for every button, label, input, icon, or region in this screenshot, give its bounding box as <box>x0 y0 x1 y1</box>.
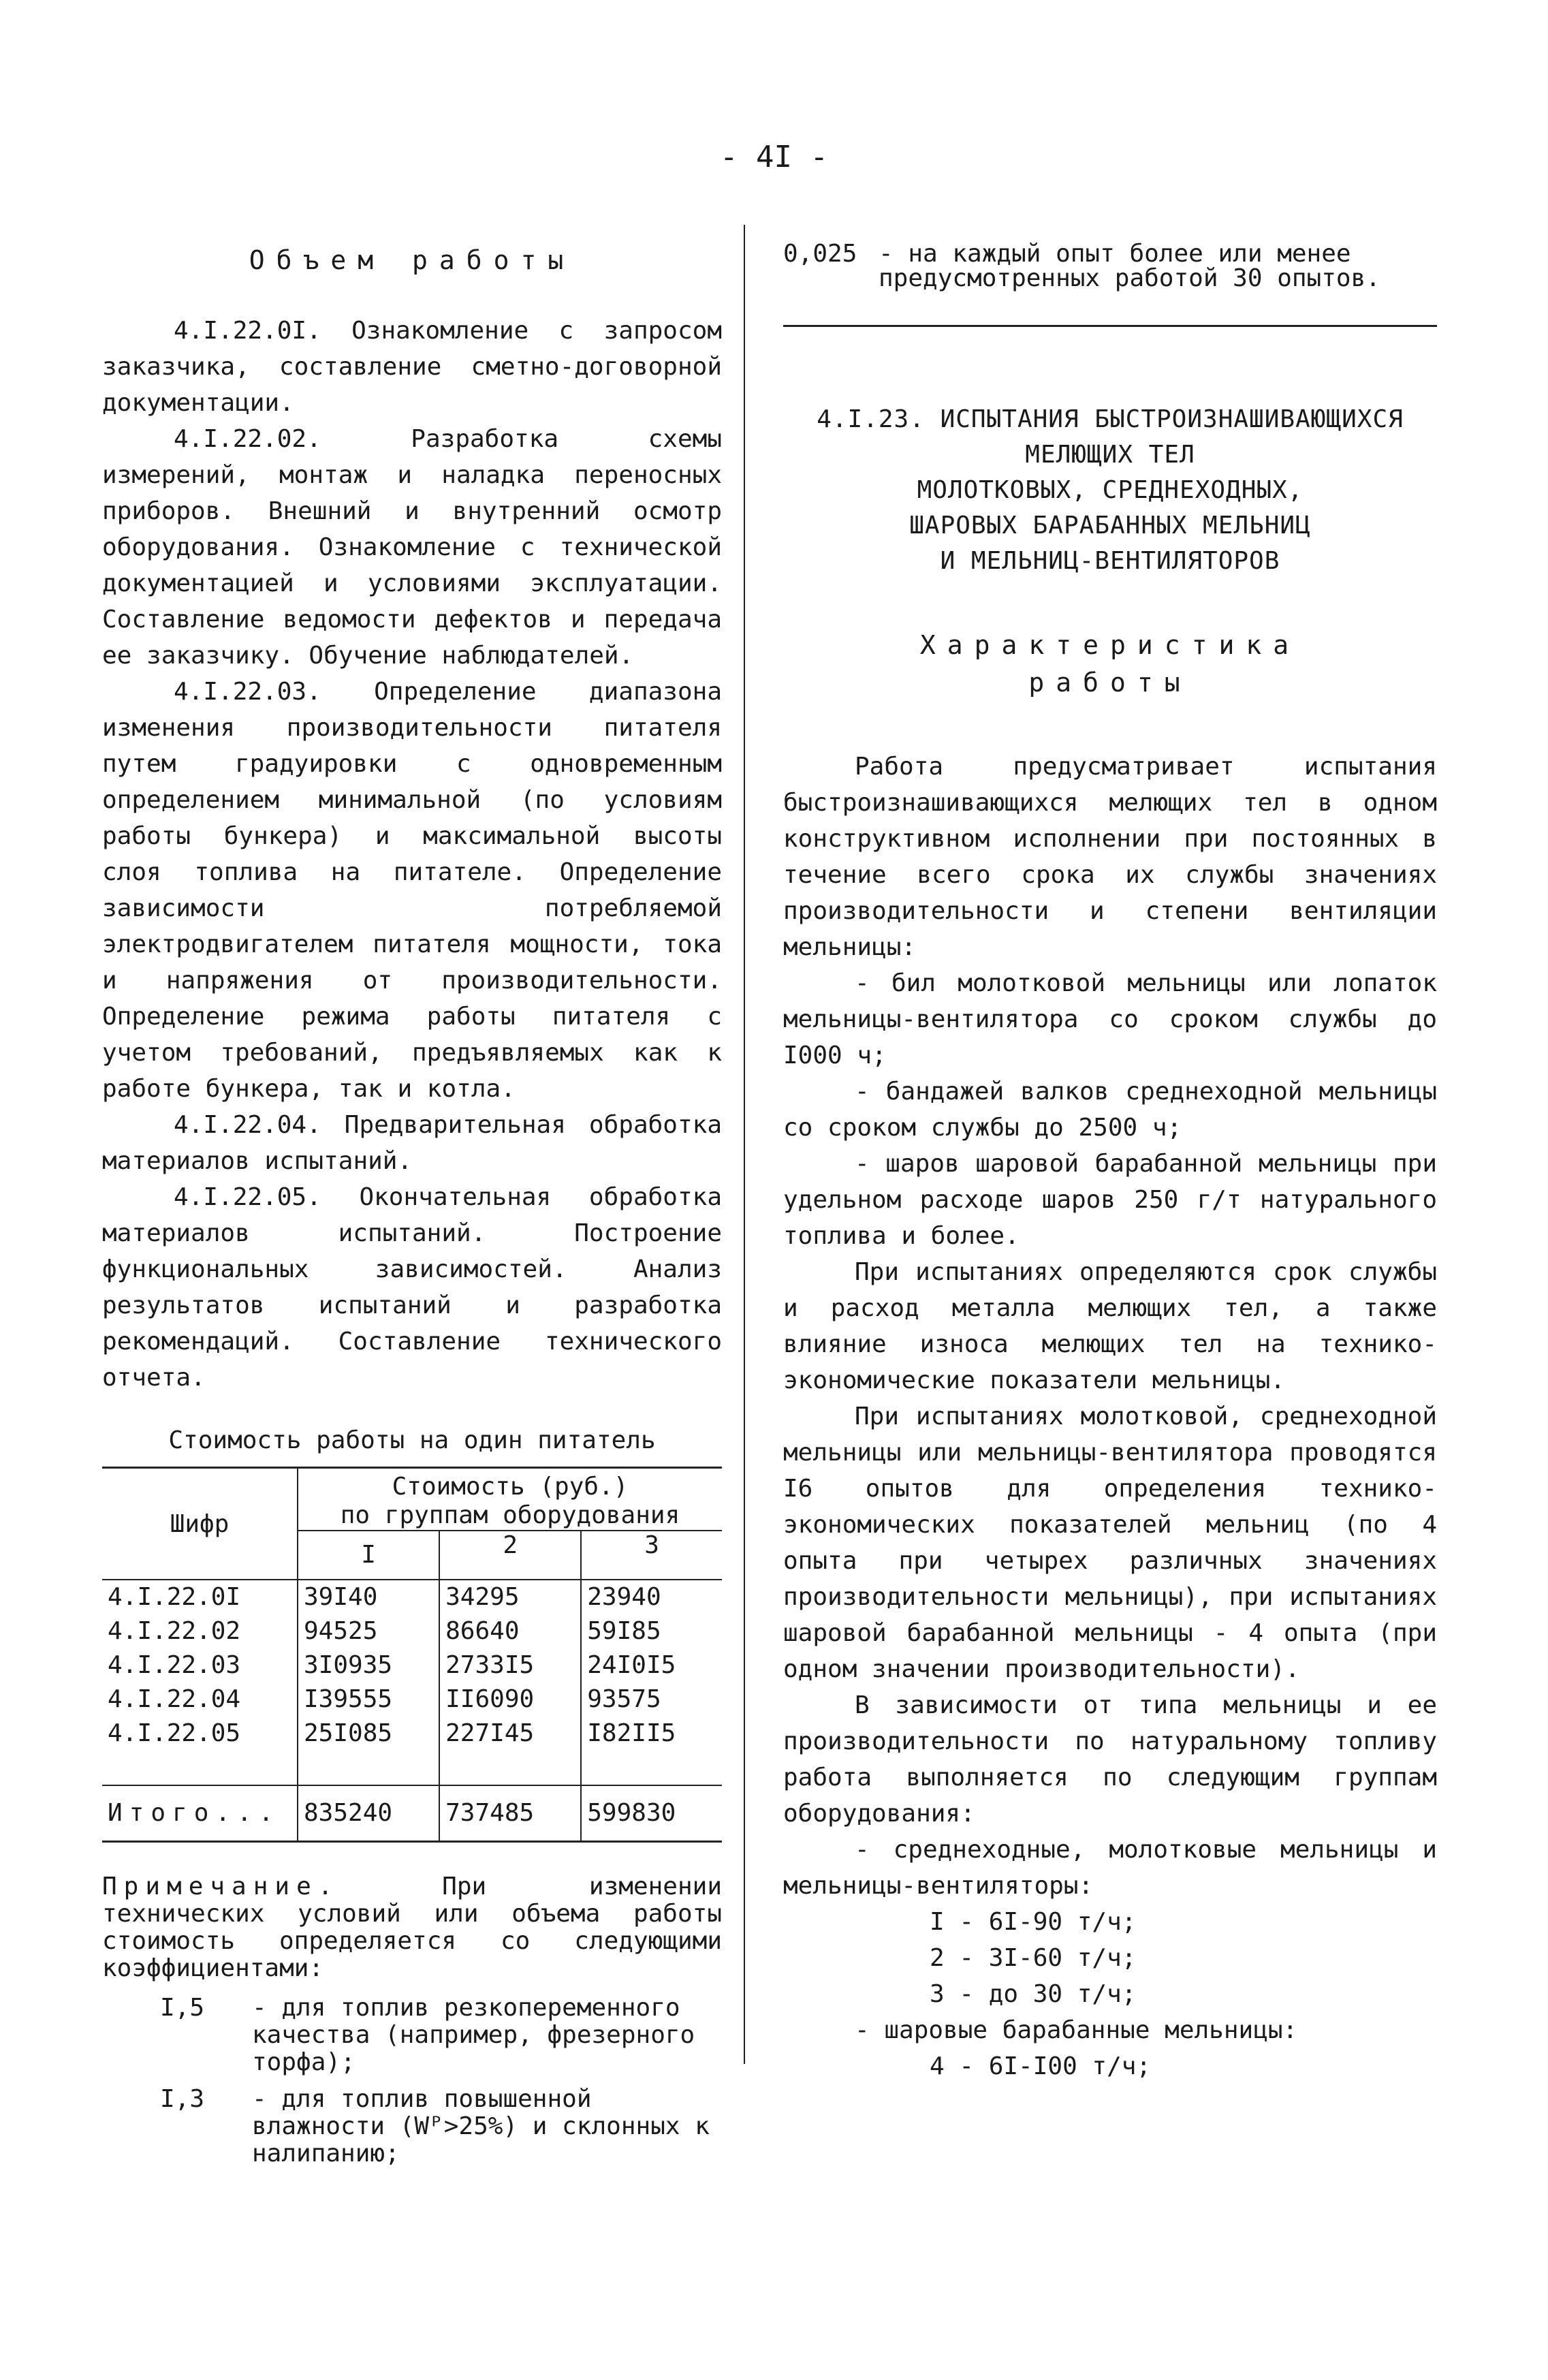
cell-value: 2733I5 <box>439 1648 581 1682</box>
cell-value: 59I85 <box>587 1617 661 1645</box>
paragraph: 4.I.22.03. Определение диапазона изменения производительности питателя путем градуировки с одновременным определением минимальной (по условиям работы бункера) и максимальной высоты слоя топлива на питателе. Определение зависимости потребляемой электродвигателем питателя мощности, тока и напряжения от производительности. Определение режима работы питателя с учетом требований, предъявляемых как к работе бункера, так и котла. <box>102 678 722 1103</box>
table-caption: Стоимость работы на один питатель <box>168 1426 656 1454</box>
page-number: - 4I - <box>720 140 828 174</box>
section-title-line: 4.I.23. ИСПЫТАНИЯ БЫСТРОИЗНАШИВАЮЩИХСЯ <box>817 405 1404 433</box>
paragraph: - бандажей валков среднеходной мельницы со сроком службы до 2500 ч; <box>783 1078 1437 1142</box>
cost-table <box>102 1467 722 1843</box>
paragraph: В зависимости от типа мельницы и ее производительности по натуральному топливу работа выполняется по следующим группам оборудования: <box>783 1691 1437 1828</box>
total-label: Итого... <box>102 1785 298 1842</box>
col-cost-subtitle: по группам оборудования <box>340 1501 680 1529</box>
table-row <box>102 1614 722 1648</box>
group-header: 3 <box>581 1531 722 1580</box>
cell-value: 227I45 <box>439 1717 581 1785</box>
paragraph: При испытаниях определяются срок службы и расход металла мелющих тел, а также влияние износа мелющих тел на технико-экономические показатели мельницы. <box>783 1258 1437 1394</box>
cell-value: I39555 <box>298 1682 439 1717</box>
group-header: 2 <box>439 1531 581 1580</box>
coefficient-row <box>102 2086 722 2167</box>
coefficient-text: - для топлив повышенной влажности (Wᴾ>25%) и склонных к налипанию; <box>252 2085 710 2167</box>
cell-value: 23940 <box>587 1583 661 1611</box>
table-row <box>102 1648 722 1682</box>
section-title-line: И МЕЛЬНИЦ-ВЕНТИЛЯТОРОВ <box>940 547 1280 575</box>
cell-value: I82II5 <box>581 1717 722 1785</box>
col-cost-title: Стоимость (руб.) <box>392 1473 629 1501</box>
row-code: 4.I.22.0I <box>102 1580 298 1614</box>
row-code: 4.I.22.03 <box>102 1648 298 1682</box>
paragraph: - среднеходные, молотковые мельницы и мельницы-вентиляторы: <box>783 1836 1437 1900</box>
cell-value: 93575 <box>587 1685 661 1713</box>
horizontal-rule <box>783 325 1437 327</box>
cell-value: 94525 <box>298 1614 439 1648</box>
paragraph: 4.I.22.0I. Ознакомление с запросом заказчика, составление сметно-договорной документации. <box>102 317 722 417</box>
characteristics-heading: Характеристика <box>919 630 1301 660</box>
section-title-line: МЕЛЮЩИХ ТЕЛ <box>1025 441 1195 469</box>
group-level: I - 6I-90 т/ч; <box>930 1908 1137 1936</box>
left-column <box>102 225 722 2167</box>
coefficient-row <box>102 1994 722 2076</box>
coefficient-text: - для топлив резкопеременного качества (например, фрезерного торфа); <box>252 1994 695 2076</box>
characteristics-subheading: работы <box>1028 668 1192 698</box>
total-value: 599830 <box>587 1799 676 1827</box>
group-header: I <box>298 1531 439 1580</box>
table-row <box>102 1717 722 1785</box>
group-level: 2 - 3I-60 т/ч; <box>930 1944 1137 1972</box>
paragraph: - шаров шаровой барабанной мельницы при удельном расходе шаров 250 г/т натурального топлива и более. <box>783 1150 1437 1250</box>
note-text: При изменении технических условий или объема работы стоимость определяется со следующими коэффициентами: <box>102 1873 722 1982</box>
cell-value: 24I0I5 <box>587 1651 676 1679</box>
cell-value: II6090 <box>439 1682 581 1717</box>
paragraph: Работа предусматривает испытания быстроизнашивающихся мелющих тел в одном конструктивном исполнении при постоянных в течение всего срока их службы значениях производительности и степени вентиляции мельницы: <box>783 753 1437 961</box>
cell-value: 39I40 <box>298 1580 439 1614</box>
row-code: 4.I.22.05 <box>102 1717 298 1785</box>
col-cost-header <box>298 1468 722 1531</box>
table-row <box>102 1682 722 1717</box>
cell-value: 25I085 <box>298 1717 439 1785</box>
total-row <box>102 1785 722 1842</box>
row-code: 4.I.22.04 <box>102 1682 298 1717</box>
paragraph: - шаровые барабанные мельницы: <box>855 2016 1298 2044</box>
section-title <box>783 402 1437 579</box>
paragraph: - бил молотковой мельницы или лопаток мельницы-вентилятора со сроком службы до I000 ч; <box>783 969 1437 1069</box>
paragraph: 4.I.22.05. Окончательная обработка материалов испытаний. Построение функциональных зависимостей. Анализ результатов испытаний и разработка рекомендаций. Составление технического отчета. <box>102 1183 722 1392</box>
section-title-line: ШАРОВЫХ БАРАБАННЫХ МЕЛЬНИЦ <box>909 512 1311 539</box>
row-code: 4.I.22.02 <box>102 1614 298 1648</box>
right-column <box>783 225 1437 2084</box>
cell-value: 86640 <box>439 1614 581 1648</box>
note-label: Примечание. <box>102 1873 340 1900</box>
cell-value: 34295 <box>439 1580 581 1614</box>
group-level: 3 - до 30 т/ч; <box>930 1980 1137 2008</box>
paragraph: 4.I.22.02. Разработка схемы измерений, монтаж и наладка переносных приборов. Внешний и внутренний осмотр оборудования. Ознакомление с технической документацией и условиями эксплуатации. Составление ведомости дефектов и передача ее заказчику. Обучение наблюдателей. <box>102 425 722 670</box>
total-value: 835240 <box>298 1785 439 1842</box>
paragraph: При испытаниях молотковой, среднеходной мельницы или мельницы-вентилятора проводятся I6 опытов для определения технико-экономических показателей мельниц (по 4 опыта при четырех различных значениях производительности мельницы), при испытаниях шаровой барабанной мельницы - 4 опыта (при одном значении производительности). <box>783 1403 1437 1683</box>
coefficient-text: - на каждый опыт более или менее предусмотренных работой 30 опытов. <box>879 240 1380 292</box>
total-value: 737485 <box>439 1785 581 1842</box>
scope-heading: Объем работы <box>249 245 575 275</box>
col-code-header: Шифр <box>102 1468 298 1580</box>
cell-value: 3I0935 <box>298 1648 439 1682</box>
note <box>102 1873 722 1982</box>
coefficient-row <box>783 242 1437 291</box>
coefficient-value: I,5 <box>160 1994 205 2022</box>
section-title-line: МОЛОТКОВЫХ, СРЕДНЕХОДНЫХ, <box>917 476 1304 504</box>
coefficient-value: 0,025 <box>783 240 857 268</box>
group-level: 4 - 6I-I00 т/ч; <box>930 2052 1152 2080</box>
coefficient-value: I,3 <box>160 2085 205 2113</box>
paragraph: 4.I.22.04. Предварительная обработка материалов испытаний. <box>102 1111 722 1175</box>
column-divider <box>744 225 745 2064</box>
table-row <box>102 1580 722 1614</box>
